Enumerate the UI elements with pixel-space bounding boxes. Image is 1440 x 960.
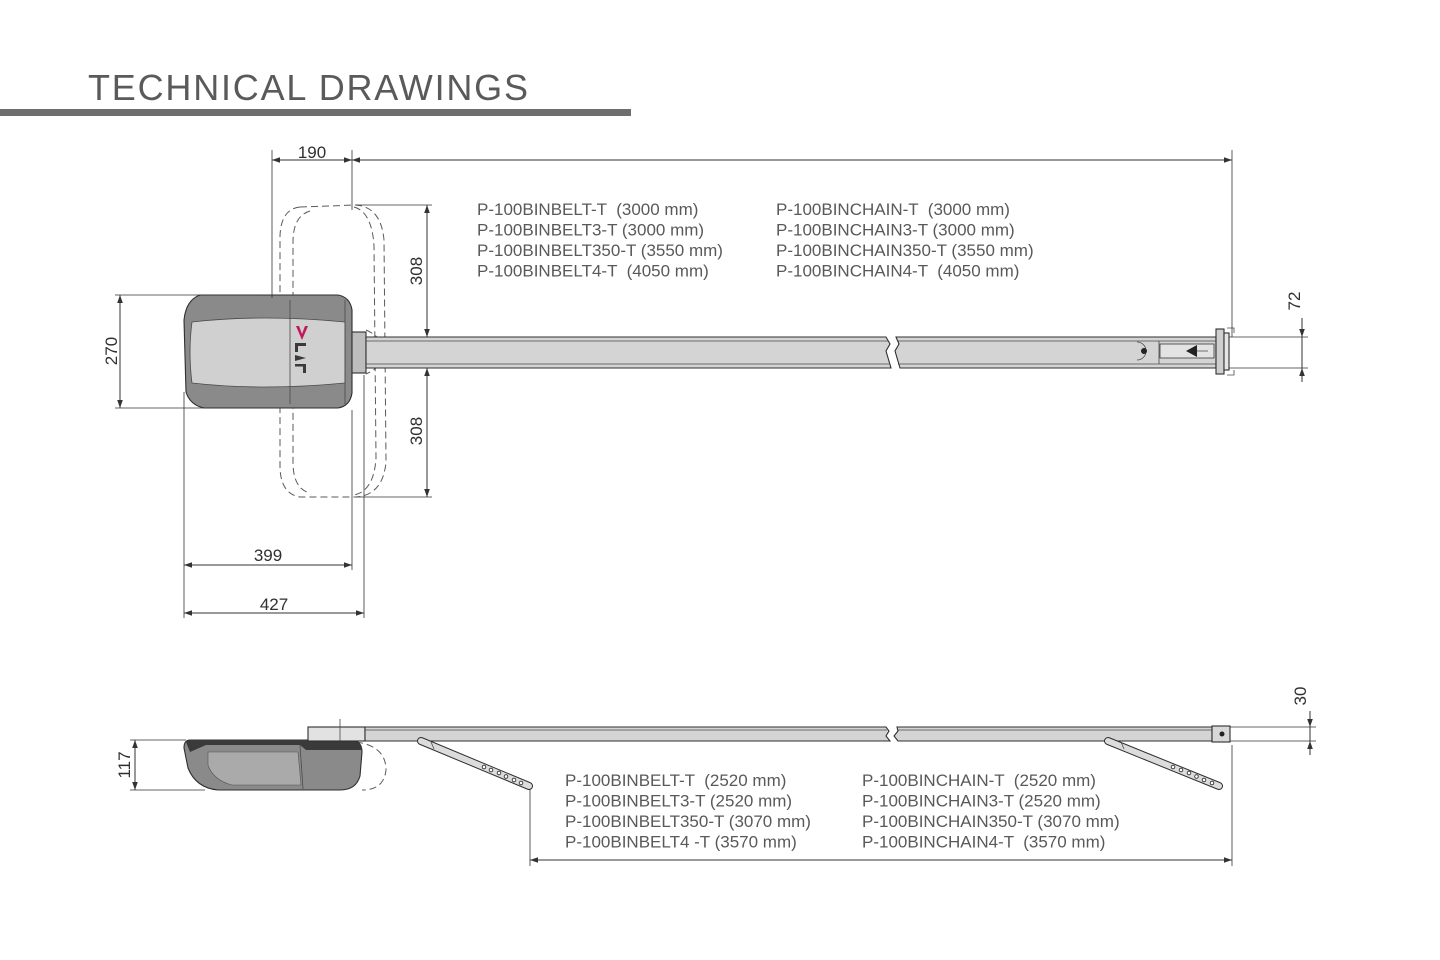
model-entry: P-100BINBELT350-T (3070 mm) [565, 812, 811, 831]
bracket-hole [512, 778, 516, 782]
model-entry: P-100BINCHAIN350-T (3550 mm) [776, 241, 1034, 260]
bracket-hole [1179, 768, 1183, 772]
model-list-belt-side [565, 771, 811, 852]
motor-cover-panel [190, 318, 345, 387]
rail-end-plate [1216, 329, 1224, 374]
bracket-hole [1202, 778, 1206, 782]
model-list-chain-side [862, 771, 1120, 852]
model-list-belt-top [477, 200, 723, 281]
rail-end-pin [1220, 732, 1225, 737]
rail-section-right [894, 727, 1212, 741]
model-entry: P-100BINCHAIN4-T (4050 mm) [776, 261, 1020, 281]
model-entry: P-100BINBELT3-T (3000 mm) [477, 220, 705, 240]
rail-section-left [365, 727, 890, 741]
model-entry: P-100BINCHAIN3-T (3000 mm) [776, 220, 1015, 240]
bracket-hole [1210, 781, 1214, 785]
model-entry: P-100BINCHAIN3-T (2520 mm) [862, 791, 1101, 811]
page-title: TECHNICAL DRAWINGS [88, 67, 528, 108]
model-entry: P-100BINBELT-T (3000 mm) [477, 200, 699, 219]
dimension-label-bottom-inner: 399 [253, 546, 283, 565]
motor-unit-top [184, 295, 366, 408]
bracket-hole [1171, 765, 1175, 769]
pulley-pin [1141, 348, 1147, 354]
hanging-bracket-right [1108, 741, 1219, 786]
model-entry: P-100BINBELT3-T (2520 mm) [565, 791, 793, 811]
model-list-chain-top [776, 200, 1034, 281]
bracket-hole [497, 771, 501, 775]
rail-end-bracket [1224, 333, 1229, 370]
dimension-label-bottom-outer: 427 [259, 595, 289, 614]
dimension-label-right-upper: 308 [406, 256, 426, 286]
rail-top [366, 328, 1234, 375]
bracket-hole [504, 775, 508, 779]
dimension-label-rail-end: 72 [1284, 291, 1304, 311]
motor-side-panel [208, 752, 301, 785]
title-underline-bar [0, 109, 631, 116]
bracket-hole [519, 781, 523, 785]
rail-section-left [366, 337, 891, 368]
motor-unit-side [184, 740, 386, 790]
bracket-hole [1187, 771, 1191, 775]
rail-end-hook-upper [1227, 328, 1234, 333]
rail-side [308, 719, 1230, 742]
logo-glyph-5 [303, 364, 306, 373]
bracket-hole [489, 768, 493, 772]
model-entry: P-100BINBELT4-T (4050 mm) [477, 261, 709, 281]
model-entry: P-100BINCHAIN4-T (3570 mm) [862, 832, 1106, 852]
hanging-bracket-left [421, 741, 529, 786]
dimension-label-side-rail-end: 30 [1290, 686, 1310, 706]
dimension-label-top: 190 [297, 143, 327, 162]
model-entry: P-100BINBELT-T (2520 mm) [565, 771, 787, 790]
model-entry: P-100BINCHAIN-T (2520 mm) [862, 771, 1096, 790]
model-entry: P-100BINBELT4 -T (3570 mm) [565, 832, 797, 852]
bracket-hole [1195, 775, 1199, 779]
model-entry: P-100BINCHAIN-T (3000 mm) [776, 200, 1010, 219]
rail-end-hook-lower [1227, 370, 1234, 375]
dimension-label-right-lower: 308 [406, 416, 426, 446]
dimension-label-left: 270 [101, 336, 121, 366]
logo-glyph-2 [295, 343, 298, 352]
rail-mount-bracket [308, 727, 365, 741]
model-entry: P-100BINCHAIN350-T (3070 mm) [862, 812, 1120, 831]
model-entry: P-100BINBELT350-T (3550 mm) [477, 241, 723, 260]
motor-rail-coupling [352, 332, 366, 373]
side-view-drawing [115, 687, 1316, 866]
bracket-hole [482, 765, 486, 769]
dimension-label-side-left: 117 [114, 751, 134, 779]
top-view-drawing [102, 143, 1308, 618]
